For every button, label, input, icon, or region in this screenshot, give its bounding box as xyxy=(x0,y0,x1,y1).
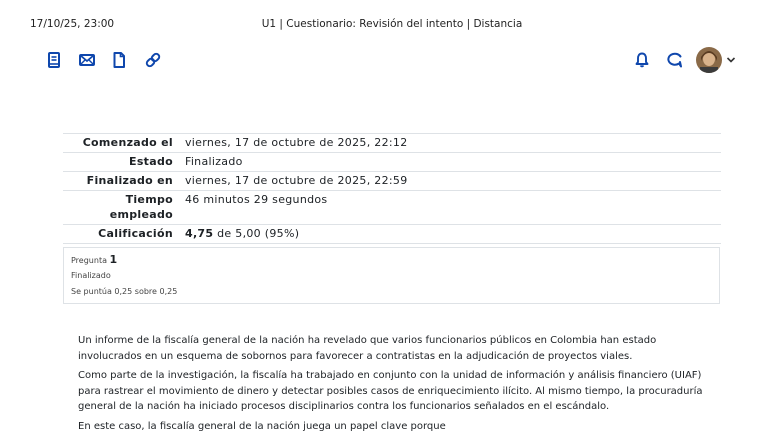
grade-out-of: de 5,00 (95%) xyxy=(213,227,300,240)
chevron-down-icon[interactable] xyxy=(725,54,737,66)
question-info-box xyxy=(63,247,720,304)
summary-label: Estado xyxy=(129,155,173,168)
summary-value: 46 minutos 29 segundos xyxy=(185,193,328,206)
print-header xyxy=(30,18,754,32)
question-paragraph: Como parte de la investigación, la fiscalía ha trabajado en conjunto con la unidad de información y análisis financiero (UIAF) para rastrear el movimiento de dinero y detectar posibles casos de enriquecimiento ilícito. Al mismo tiempo, la procuraduría general de la nación ha iniciado procesos disciplinarios contra los funcionarios señalados en el escándalo. xyxy=(78,370,703,412)
summary-value xyxy=(183,225,721,244)
summary-label: Calificación xyxy=(98,227,173,240)
notebook-icon[interactable] xyxy=(44,50,64,70)
question-number xyxy=(71,253,117,266)
quiz-attempt-summary xyxy=(63,133,721,244)
summary-label: Tiempo empleado xyxy=(109,193,173,221)
notification-bell-icon[interactable] xyxy=(632,50,652,70)
summary-label: Finalizado en xyxy=(86,174,173,187)
print-title: U1 | Cuestionario: Revisión del intento | Distancia xyxy=(261,18,523,30)
summary-row-time-taken xyxy=(63,191,721,225)
question-label: Pregunta xyxy=(71,256,107,265)
summary-row-completed xyxy=(63,172,721,191)
user-avatar[interactable] xyxy=(696,47,722,73)
summary-value: viernes, 17 de octubre de 2025, 22:12 xyxy=(185,136,408,149)
link-icon[interactable] xyxy=(143,50,163,70)
question-paragraph: En este caso, la fiscalía general de la nación juega un papel clave porque xyxy=(78,420,446,432)
summary-row-state xyxy=(63,153,721,172)
chat-icon[interactable] xyxy=(665,50,685,70)
grade-score: 4,75 xyxy=(185,227,214,240)
mail-icon[interactable] xyxy=(77,50,97,70)
summary-value: viernes, 17 de octubre de 2025, 22:59 xyxy=(185,174,408,187)
question-grade: Se puntúa 0,25 sobre 0,25 xyxy=(71,287,178,296)
summary-label: Comenzado el xyxy=(82,136,173,149)
print-date: 17/10/25, 23:00 xyxy=(30,18,115,30)
user-menu-area xyxy=(630,46,740,74)
question-state: Finalizado xyxy=(71,271,111,280)
summary-row-started xyxy=(63,134,721,153)
question-text xyxy=(78,333,708,438)
summary-row-grade xyxy=(63,225,721,244)
summary-value: Finalizado xyxy=(185,155,243,168)
question-number-value: 1 xyxy=(109,253,118,266)
question-paragraph: Un informe de la fiscalía general de la nación ha revelado que varios funcionarios públicos en Colombia han estado involucrados en un esquema de sobornos para favorecer a contratistas en la adjudicación de proyectos viales. xyxy=(78,335,657,362)
document-icon[interactable] xyxy=(109,50,129,70)
